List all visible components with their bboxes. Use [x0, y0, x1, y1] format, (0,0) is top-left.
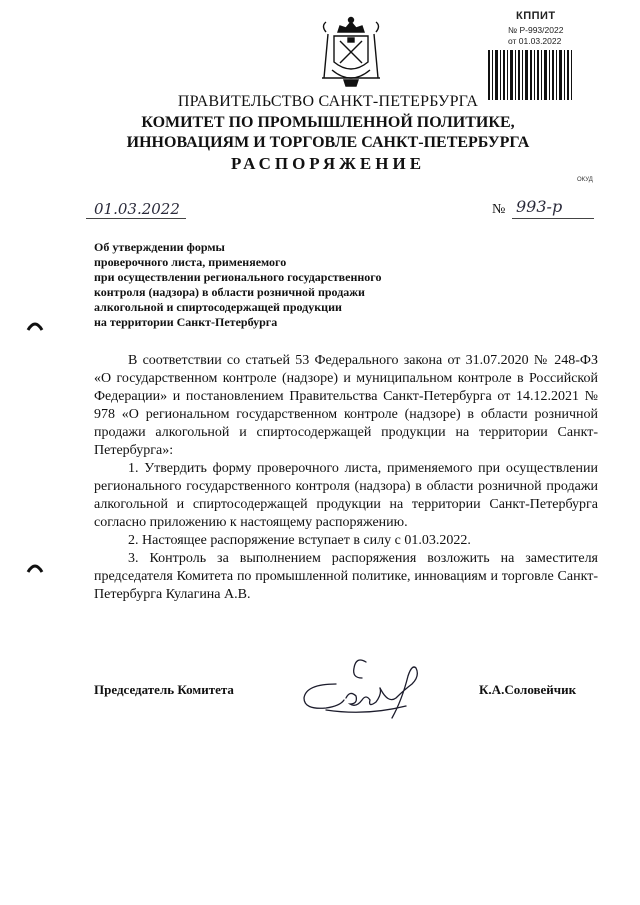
- subject-line: на территории Санкт-Петербурга: [94, 315, 278, 329]
- subject-line: при осуществлении регионального государственного: [94, 270, 382, 284]
- committee-name: [0, 113, 640, 153]
- subject-line: Об утверждении формы: [94, 240, 225, 254]
- committee-line-1: КОМИТЕТ ПО ПРОМЫШЛЕННОЙ ПОЛИТИКЕ,: [141, 114, 515, 131]
- signatory-title: Председатель Комитета: [94, 682, 234, 697]
- stamp-number: № Р-993/2022: [508, 25, 564, 35]
- okud-label: ОКУД: [577, 177, 593, 183]
- subject-line: проверочного листа, применяемого: [94, 255, 287, 269]
- document-subject: [94, 240, 414, 330]
- government-name: ПРАВИТЕЛЬСТВО САНКТ-ПЕТЕРБУРГА: [177, 93, 479, 110]
- signatory-name: К.А.Соловейчик: [479, 682, 577, 697]
- item-2-paragraph: 2. Настоящее распоряжение вступает в силу с 01.03.2022.: [128, 533, 471, 548]
- stamp-date: от 01.03.2022: [508, 36, 562, 46]
- document-date: 01.03.2022: [94, 200, 180, 218]
- document-body: [94, 352, 598, 604]
- subject-line: контроля (надзора) в области розничной продажи: [94, 285, 365, 299]
- document-number: 993-р: [516, 197, 563, 216]
- number-underline: [512, 218, 594, 219]
- stamp-title: КППИТ: [516, 10, 556, 22]
- punch-mark-icon: [26, 558, 44, 576]
- preamble-paragraph: В соответствии со статьей 53 Федерального закона от 31.07.2020 № 248-ФЗ «О государственном контроле (надзоре) и муниципальном контроле в Российской Федерации» и постановлением Правительства Санкт-Петербурга от 14.12.2021 № 978 «О региональном государственном контроле (надзоре) в области розничной продажи алкогольной и спиртосодержащей продукции на территории Санкт-Петербурга»:: [94, 353, 598, 458]
- number-prefix: №: [492, 202, 506, 217]
- committee-line-2: ИННОВАЦИЯМ И ТОРГОВЛЕ САНКТ-ПЕТЕРБУРГА: [126, 134, 530, 151]
- document-type: РАСПОРЯЖЕНИЕ: [230, 154, 426, 173]
- subject-line: алкогольной и спиртосодержащей продукции: [94, 300, 342, 314]
- item-1-paragraph: 1. Утвердить форму проверочного листа, применяемого при осуществлении регионального государственного контроля (надзора) в области розничной продажи алкогольной и спиртосодержащей продукции на территории Санкт-Петербурга согласно приложению к настоящему распоряжению.: [94, 461, 598, 530]
- coat-of-arms-icon: [318, 14, 384, 90]
- handwritten-signature-icon: [296, 654, 446, 726]
- item-3-paragraph: 3. Контроль за выполнением распоряжения возложить на заместителя председателя Комитета по промышленной политике, инновациям и торговле Санкт-Петербурга Кулагина А.В.: [94, 551, 598, 602]
- date-underline: [86, 218, 186, 219]
- punch-mark-icon: [26, 316, 44, 334]
